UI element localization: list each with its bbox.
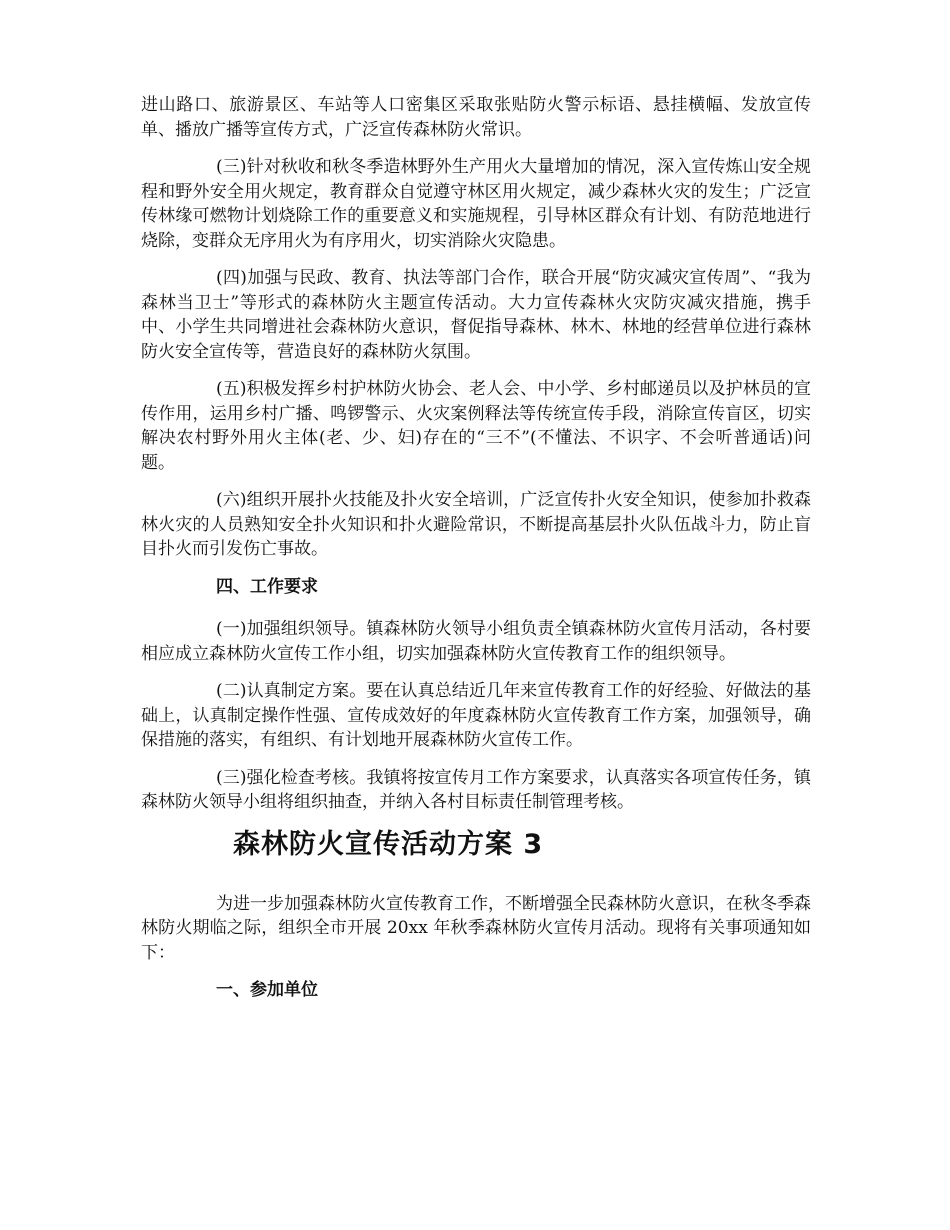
paragraph-item-3: (三)针对秋收和秋冬季造林野外生产用火大量增加的情况，深入宣传炼山安全规程和野外安全用火规定，教育群众自觉遵守林区用火规定，减少森林火灾的发生；广泛宣传林缘可燃物计划烧除工作的重要意义和实施规程，引导林区群众有计划、有防范地进行烧除，变群众无序用火为有序用火，切实消除火灾隐患。 <box>141 157 811 251</box>
paragraph-item-5: (五)积极发挥乡村护林防火协会、老人会、中小学、乡村邮递员以及护林员的宣传作用，运用乡村广播、鸣锣警示、火灾案例释法等传统宣传手段，消除宣传盲区，切实解决农村野外用火主体(老、少、妇)存在的“三不”(不懂法、不识字、不会听普通话)问题。 <box>141 379 811 473</box>
section-heading-participants: 一、参加单位 <box>216 980 318 1000</box>
paragraph-continuation: 进山路口、旅游景区、车站等人口密集区采取张贴防火警示标语、悬挂横幅、发放宣传单、播放广播等宣传方式，广泛宣传森林防火常识。 <box>141 95 811 140</box>
requirement-paragraph-3: (三)强化检查考核。我镇将按宣传月工作方案要求，认真落实各项宣传任务，镇森林防火领导小组将组织抽查，并纳入各村目标责任制管理考核。 <box>141 767 811 812</box>
paragraph-item-6: (六)组织开展扑火技能及扑火安全培训，广泛宣传扑火安全知识，使参加扑救森林火灾的人员熟知安全扑火知识和扑火避险常识，不断提高基层扑火队伍战斗力，防止盲目扑火而引发伤亡事故。 <box>141 490 811 559</box>
intro-paragraph: 为进一步加强森林防火宣传教育工作，不断增强全民森林防火意识，在秋冬季森林防火期临之际，组织全市开展 20xx 年秋季森林防火宣传月活动。现将有关事项通知如下： <box>141 893 811 963</box>
requirement-paragraph-2: (二)认真制定方案。要在认真总结近几年来宣传教育工作的好经验、好做法的基础上，认真制定操作性强、宣传成效好的年度森林防火宣传教育工作方案，加强领导，确保措施的落实，有组织、有计划地开展森林防火宣传工作。 <box>141 681 811 750</box>
document-title: 森林防火宣传活动方案 3 <box>233 828 544 860</box>
paragraph-item-4: (四)加强与民政、教育、执法等部门合作，联合开展“防灾减灾宣传周”、“我为森林当卫士”等形式的森林防火主题宣传活动。大力宣传森林火灾防灾减灾措施，携手中、小学生共同增进社会森林防火意识，督促指导森林、林木、林地的经营单位进行森林防火安全宣传等，营造良好的森林防火氛围。 <box>141 268 811 362</box>
document-body <box>141 93 811 1021</box>
section-heading-work-requirements: 四、工作要求 <box>216 576 318 597</box>
requirement-paragraph-1: (一)加强组织领导。镇森林防火领导小组负责全镇森林防火宣传月活动，各村要相应成立森林防火宣传工作小组，切实加强森林防火宣传教育工作的组织领导。 <box>141 619 811 664</box>
